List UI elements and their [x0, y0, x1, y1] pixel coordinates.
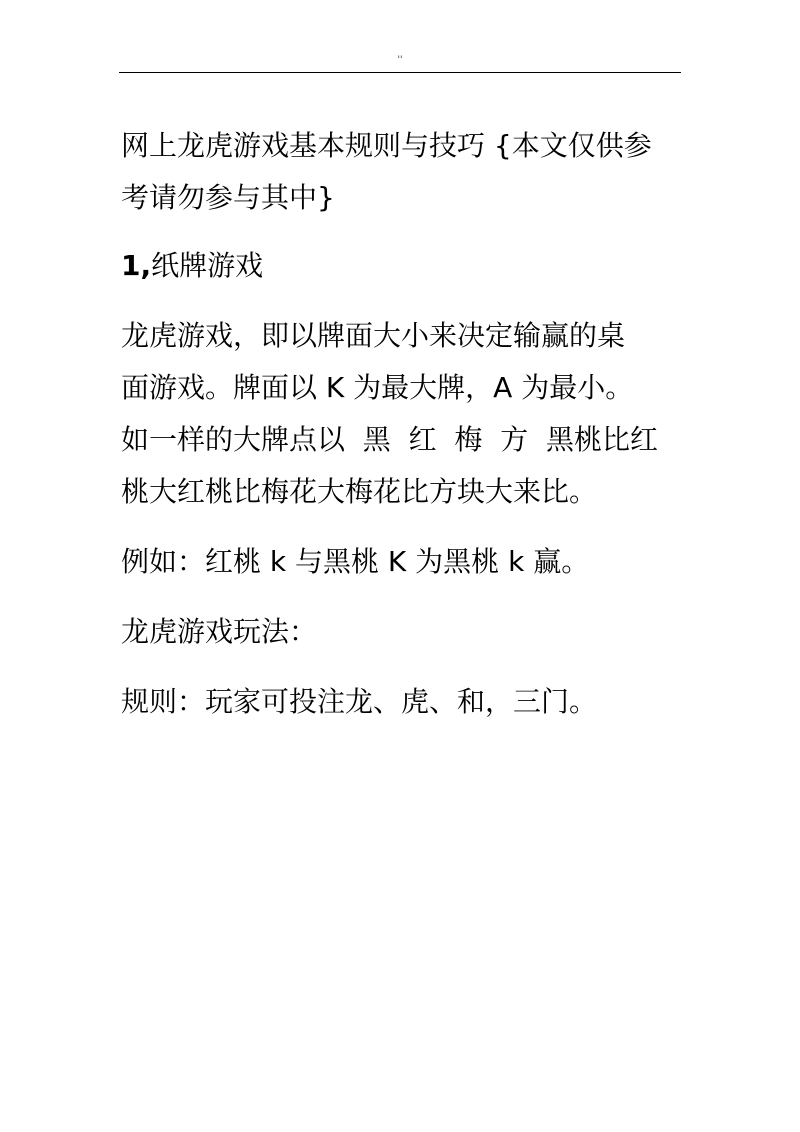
header-rule	[119, 72, 681, 73]
rule-paragraph: 规则：玩家可投注龙、虎、和，三门。	[121, 685, 598, 718]
section-number: 1,	[121, 249, 152, 282]
section-label: 纸牌游戏	[151, 249, 264, 282]
title-line-2: 考请勿参与其中}	[121, 181, 335, 214]
play-heading: 龙虎游戏玩法：	[121, 615, 318, 648]
document-title	[121, 120, 691, 224]
example-paragraph: 例如：红桃 k 与黑桃 K 为黑桃 k 赢。	[121, 545, 590, 578]
body-line-4: 桃大红桃比梅花大梅花比方块大来比。	[121, 475, 598, 508]
body-paragraph	[121, 310, 691, 518]
document-body	[121, 120, 691, 728]
body-line-1: 龙虎游戏，即以牌面大小来决定输赢的桌	[121, 319, 626, 352]
section-heading	[121, 240, 691, 292]
header-mark: ''	[397, 55, 403, 65]
title-line-1: 网上龙虎游戏基本规则与技巧 {本文仅供参	[121, 129, 652, 162]
body-line-2: 面游戏。牌面以 K 为最大牌，A 为最小。	[121, 371, 634, 404]
body-line-3: 如一样的大牌点以 黑 红 梅 方 黑桃比红	[121, 423, 659, 456]
